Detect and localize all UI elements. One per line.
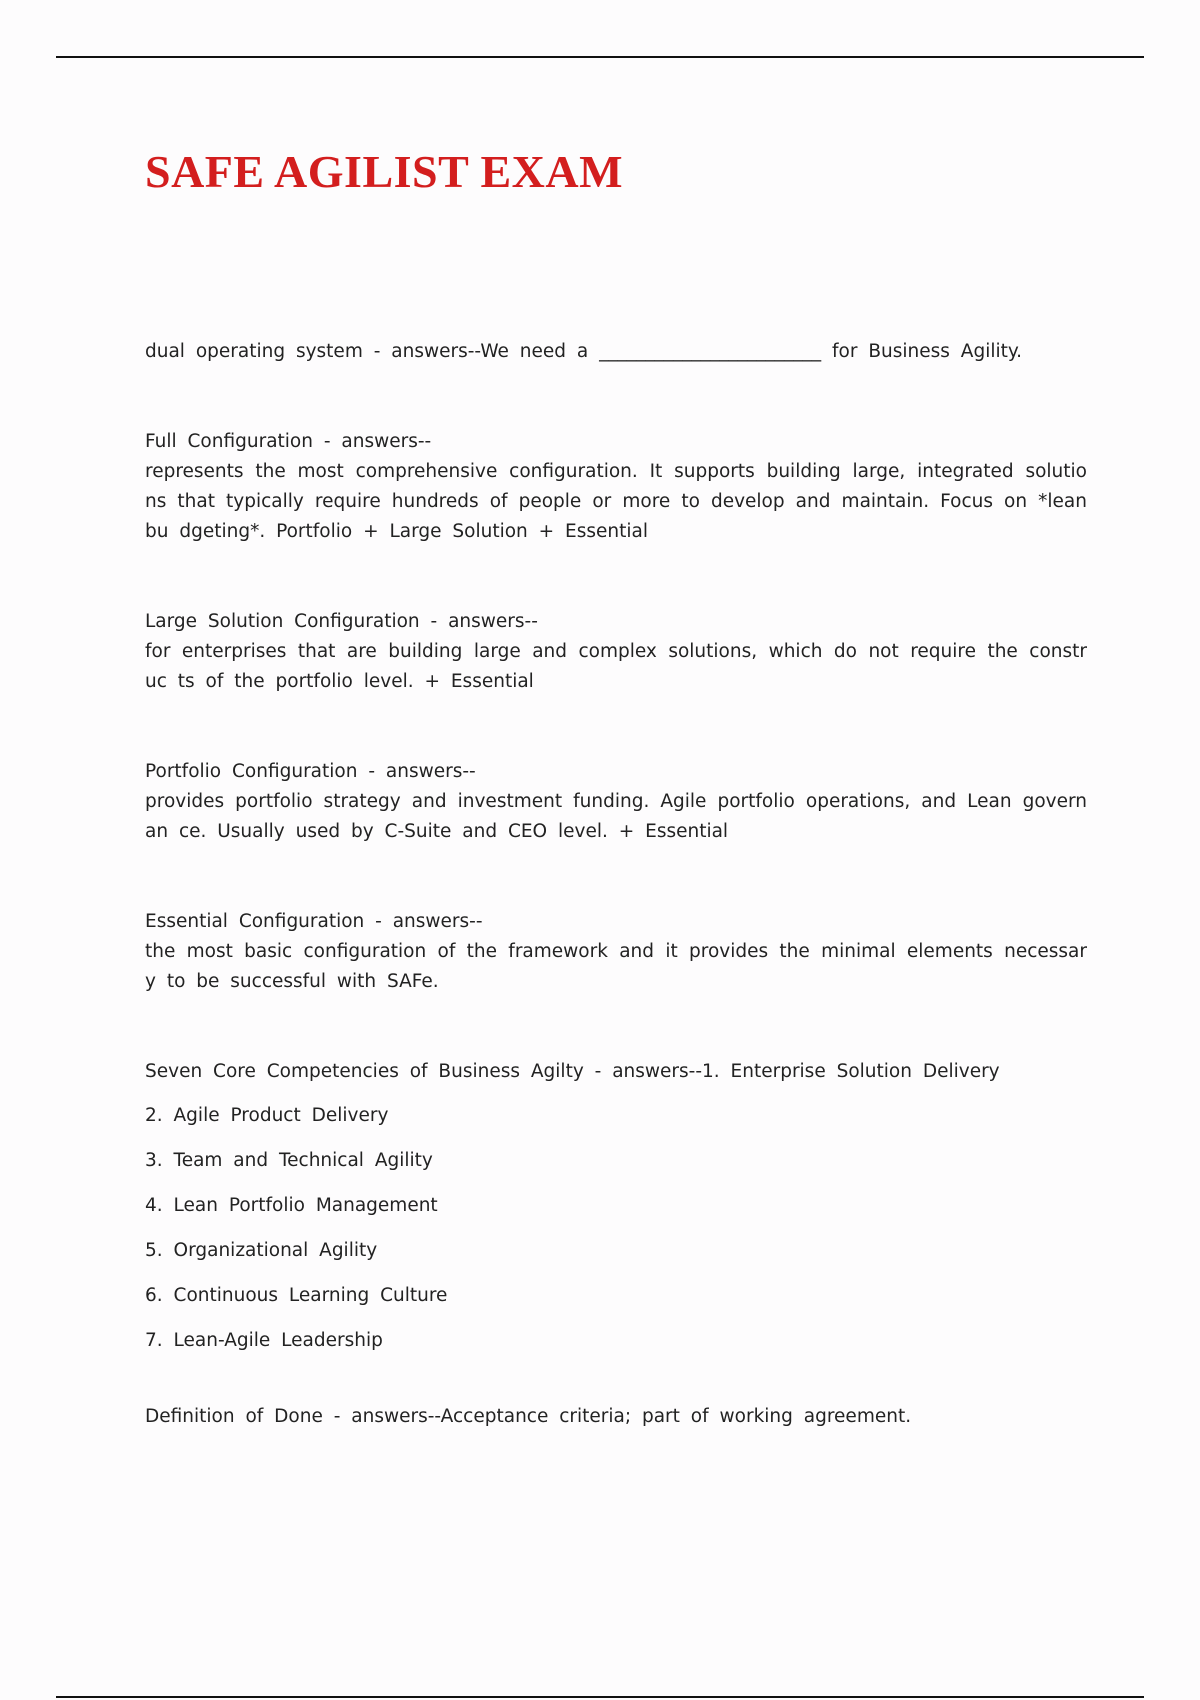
qa-item-core-competencies (145, 1057, 1087, 1356)
list-item: 3. Team and Technical Agility (145, 1150, 433, 1171)
qa-item-large-solution-configuration (145, 607, 1087, 697)
list-item: 5. Organizational Agility (145, 1240, 378, 1261)
qa-question: Full Configuration - answers-- (145, 431, 432, 452)
document-body (145, 337, 1087, 1432)
qa-answer: for enterprises that are building large and complex solutions, which do not require the construc ts of the portfolio level. + Essential (145, 641, 1087, 692)
qa-answer: represents the most comprehensive configuration. It supports building large, integrated solutions that typically require hundreds of people or more to develop and maintain. Focus on *lean bu dgeting*. Portfolio + Large Solution + Essential (145, 461, 1087, 542)
qa-answer: the most basic configuration of the framework and it provides the minimal elements necessary to be successful with SAFe. (145, 941, 1087, 992)
qa-item-definition-of-done (145, 1402, 1087, 1432)
footer-rule (56, 1696, 1144, 1698)
qa-question: Seven Core Competencies of Business Agilty - answers--1. Enterprise Solution Delivery (145, 1061, 1000, 1082)
qa-question: Large Solution Configuration - answers-- (145, 611, 538, 632)
list-item: 2. Agile Product Delivery (145, 1105, 389, 1126)
qa-question: dual operating system - answers--We need a ________________________ for Business Agility. (145, 341, 1023, 362)
qa-question: Portfolio Configuration - answers-- (145, 761, 476, 782)
list-item: 4. Lean Portfolio Management (145, 1195, 438, 1216)
competency-list (145, 1101, 1087, 1356)
qa-item-portfolio-configuration (145, 757, 1087, 847)
list-item: 7. Lean-Agile Leadership (145, 1330, 383, 1351)
header-rule (56, 56, 1144, 58)
document-title: SAFE AGILIST EXAM (145, 146, 624, 197)
qa-item-dual-operating-system (145, 337, 1087, 367)
qa-item-essential-configuration (145, 907, 1087, 997)
qa-item-full-configuration (145, 427, 1087, 547)
qa-answer: provides portfolio strategy and investment funding. Agile portfolio operations, and Lean governan ce. Usually used by C-Suite and CEO level. + Essential (145, 791, 1087, 842)
qa-question: Definition of Done - answers--Acceptance criteria; part of working agreement. (145, 1406, 912, 1427)
qa-question: Essential Configuration - answers-- (145, 911, 483, 932)
list-item: 6. Continuous Learning Culture (145, 1285, 448, 1306)
